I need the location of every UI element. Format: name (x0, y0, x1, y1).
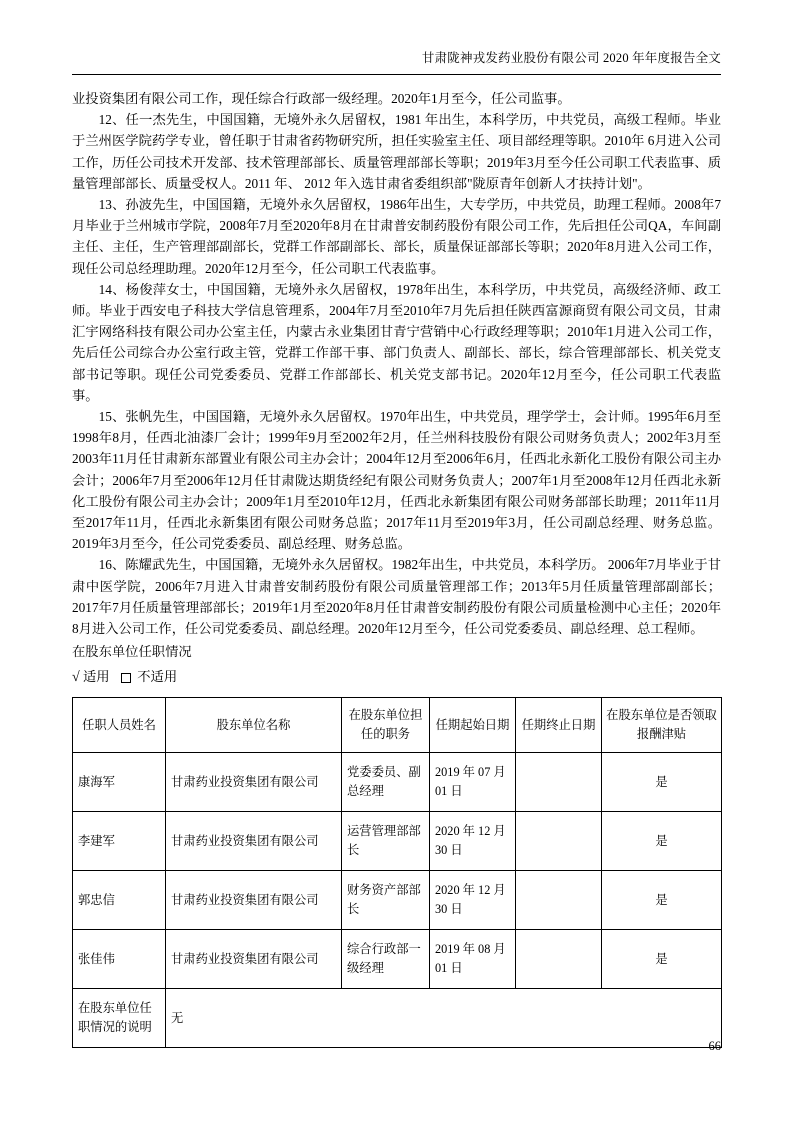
paragraph-bio-15: 15、张帆先生，中国国籍，无境外永久居留权。1970年出生，中共党员，理学学士，会计师。1995年6月至1998年8月，任西北油漆厂会计；1999年9月至2002年2月，任兰州科技股份有限公司财务负责人；2002年3月至2003年11月任甘肃新东部置业有限公司主办会计；2004年12月至2006年6月，任西北永新化工股份有限公司主办会计；2006年7月至2006年12月任甘肃陇达期货经纪有限公司财务负责人；2007年1月至2008年12月任西北永新化工股份有限公司主办会计；2009年1月至2010年12月，任西北永新集团有限公司财务部部长助理；2011年11月至2017年11月，任西北永新集团有限公司财务总监；2017年11月至2019年3月，任公司副总经理、财务总监。2019年3月至今，任公司党委委员、副总经理、财务总监。 (72, 409, 721, 552)
cell-end-date (516, 812, 602, 871)
running-title: 甘肃陇神戎发药业股份有限公司 2020 年年度报告全文 (421, 51, 721, 65)
page-content (72, 88, 721, 1048)
paragraph-bio-14: 14、杨俊萍女士，中国国籍，无境外永久居留权，1978年出生，本科学历，中共党员，高级经济师、政工师。毕业于西安电子科技大学信息管理系，2004年7月至2010年7月先后担任陕西富源商贸有限公司文员，甘肃汇宇网络科技有限公司办公室主任，内蒙古永业集团甘青宁营销中心行政经理等职；2010年1月进入公司工作，先后任公司综合办公室行政主管，党群工作部干事、部门负责人、副部长、部长，综合管理部部长、机关党支部书记等职。现任公司党委委员、党群工作部部长、机关党支部书记。2020年12月至今，任公司职工代表监事。 (72, 281, 721, 403)
table-row (73, 930, 722, 989)
cell-post: 运营管理部部长 (342, 812, 430, 871)
cell-allowance: 是 (602, 812, 722, 871)
note-label: 在股东单位任职情况的说明 (73, 989, 166, 1048)
applicability-line (72, 664, 721, 691)
cell-name: 康海军 (73, 753, 166, 812)
paragraph-bio-12: 12、任一杰先生，中国国籍，无境外永久居留权，1981 年出生，本科学历，中共党员，高级工程师。毕业于兰州医学院药学专业，曾任职于甘肃省药物研究所，担任实验室主任、项目部经理等职。2010年 6月进入公司工作，历任公司技术开发部、技术管理部部长、质量管理部部长等职；2019年3月至今任公司职工代表监事、质量管理部部长、质量受权人。2011 年、 2012 年入选甘肃省委组织部"陇原青年创新人才扶持计划"。 (72, 112, 721, 191)
cell-end-date (516, 930, 602, 989)
note-value: 无 (166, 989, 722, 1048)
cell-unit: 甘肃药业投资集团有限公司 (166, 930, 342, 989)
cell-allowance: 是 (602, 930, 722, 989)
cell-allowance: 是 (602, 753, 722, 812)
cell-name: 张佳伟 (73, 930, 166, 989)
section-title: 在股东单位任职情况 (72, 644, 192, 660)
column-header-end-date: 任期终止日期 (516, 698, 602, 753)
paragraph-continuation: 业投资集团有限公司工作，现任综合行政部一级经理。2020年1月至今，任公司监事。 (72, 91, 571, 106)
cell-post: 财务资产部部长 (342, 871, 430, 930)
cell-allowance: 是 (602, 871, 722, 930)
cell-unit: 甘肃药业投资集团有限公司 (166, 812, 342, 871)
page-number: 66 (708, 1039, 721, 1053)
applicable-check-icon[interactable]: √ (72, 670, 80, 686)
table-row (73, 812, 722, 871)
column-header-allowance: 在股东单位是否领取报酬津贴 (602, 698, 722, 753)
cell-unit: 甘肃药业投资集团有限公司 (166, 871, 342, 930)
shareholder-positions-table (72, 697, 722, 1048)
header-divider (72, 74, 721, 75)
cell-start-date: 2019 年 08 月 01 日 (430, 930, 516, 989)
column-header-unit: 股东单位名称 (166, 698, 342, 753)
not-applicable-label: 不适用 (137, 669, 178, 685)
cell-start-date: 2020 年 12 月 30 日 (430, 871, 516, 930)
table-row (73, 753, 722, 812)
paragraph-bio-16: 16、陈耀武先生，中国国籍，无境外永久居留权。1982年出生，中共党员，本科学历。 2006年7月毕业于甘肃中医学院，2006年7月进入甘肃普安制药股份有限公司质量管理部工作；2013年5月任质量管理部副部长；2017年7月任质量管理部部长；2019年1月至2020年8月任甘肃普安制药股份有限公司质量检测中心主任；2020年8月进入公司工作，任公司党委委员、副总经理。2020年12月至今，任公司党委委员、副总经理、总工程师。 (72, 557, 721, 637)
cell-post: 党委委员、副总经理 (342, 753, 430, 812)
cell-name: 李建军 (73, 812, 166, 871)
column-header-post: 在股东单位担任的职务 (342, 698, 430, 753)
page-header (72, 48, 721, 78)
cell-start-date: 2020 年 12 月 30 日 (430, 812, 516, 871)
cell-end-date (516, 871, 602, 930)
column-header-name: 任职人员姓名 (73, 698, 166, 753)
table-header-row (73, 698, 722, 753)
paragraph-bio-13: 13、孙波先生，中国国籍，无境外永久居留权，1986年出生，大专学历，中共党员，助理工程师。2008年7月毕业于兰州城市学院，2008年7月至2020年8月在甘肃普安制药股份有限公司工作，先后担任公司QA，车间副主任、主任，生产管理部副部长，党群工作部副部长、部长，质量保证部部长等职；2020年8月进入公司工作，现任公司总经理助理。2020年12月至今，任公司职工代表监事。 (72, 197, 721, 276)
table-note-row (73, 989, 722, 1048)
cell-post: 综合行政部一级经理 (342, 930, 430, 989)
column-header-start-date: 任期起始日期 (430, 698, 516, 753)
cell-unit: 甘肃药业投资集团有限公司 (166, 753, 342, 812)
not-applicable-checkbox-icon[interactable] (121, 673, 131, 683)
cell-end-date (516, 753, 602, 812)
table-row (73, 871, 722, 930)
applicable-label: 适用 (83, 669, 110, 685)
cell-name: 郭忠信 (73, 871, 166, 930)
cell-start-date: 2019 年 07 月 01 日 (430, 753, 516, 812)
